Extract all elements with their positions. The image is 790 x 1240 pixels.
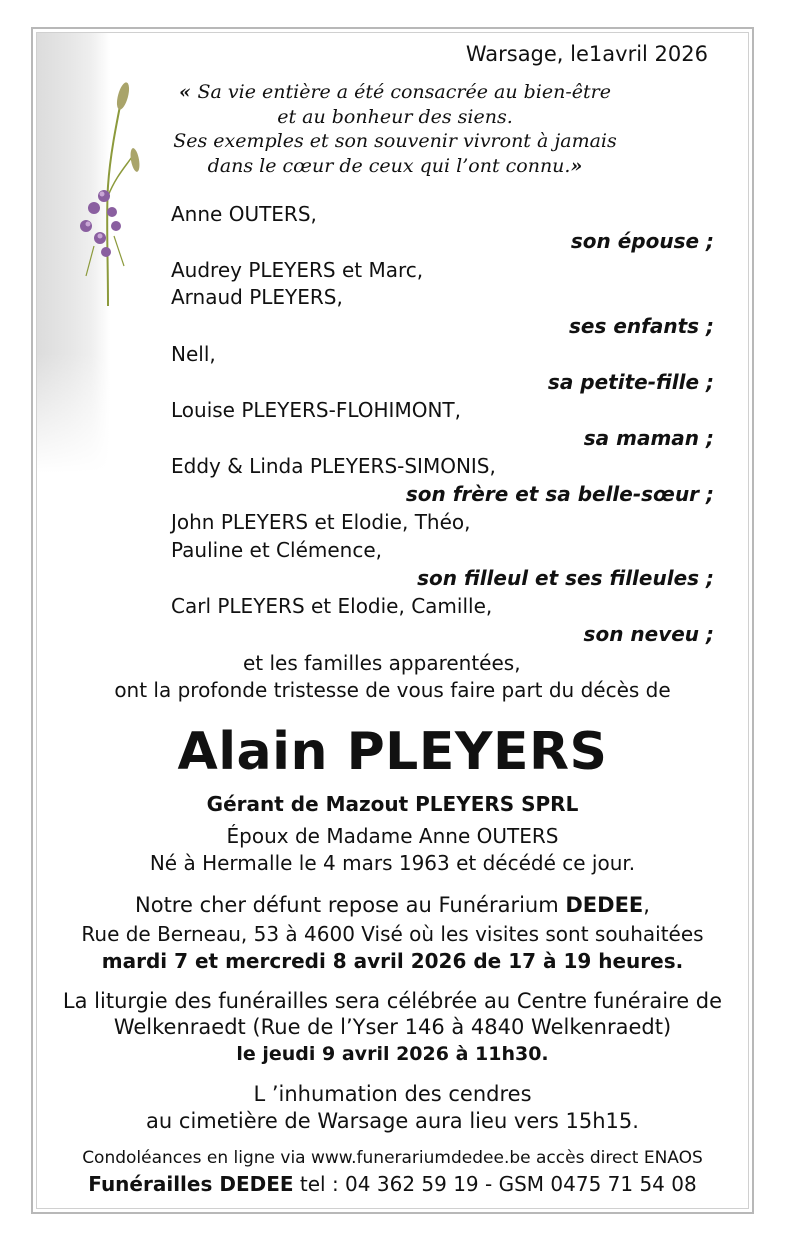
occupation: Gérant de Mazout PLEYERS SPRL	[206, 792, 579, 816]
family-name: Carl PLEYERS et Elodie, Camille,	[171, 594, 493, 618]
funerarium-name: DEDEE	[565, 893, 644, 917]
spouse-line: Époux de Madame Anne OUTERS	[226, 824, 559, 848]
families-line: et les familles apparentées,	[243, 651, 521, 675]
family-name: Nell,	[171, 342, 216, 366]
burial-line-1: L ’inhumation des cendres	[253, 1082, 532, 1106]
quote-line-2: et au bonheur des siens.	[277, 106, 513, 128]
date-line: Warsage, le1avril 2026	[465, 42, 708, 66]
footer-contact	[40, 1172, 745, 1196]
visitation-comma: ,	[643, 893, 650, 917]
quote-line-1	[150, 80, 640, 105]
visitation-line-2: Rue de Berneau, 53 à 4600 Visé où les visites sont souhaitées	[81, 922, 704, 946]
deceased-name: Alain PLEYERS	[177, 722, 608, 782]
family-relation: son frère et sa belle-sœur ;	[405, 482, 714, 506]
visitation-text: Notre cher défunt repose au Funérarium	[135, 893, 566, 917]
funeral-line-2: Welkenraedt (Rue de l’Yser 146 à 4840 Welkenraedt)	[113, 1015, 672, 1039]
family-relation: son filleul et ses filleules ;	[417, 566, 714, 590]
visitation-line-1	[40, 893, 745, 917]
quote-text: dans le cœur de ceux qui l’ont connu.	[207, 155, 571, 177]
quote-text: Sa vie entière a été consacrée au bien-être	[197, 81, 611, 103]
family-name: Audrey PLEYERS et Marc,	[171, 258, 424, 282]
condolences-line: Condoléances en ligne via www.funerariumdedee.be accès direct ENAOS	[82, 1148, 703, 1168]
family-relation: sa petite-fille ;	[547, 370, 714, 394]
family-name: Eddy & Linda PLEYERS-SIMONIS,	[171, 454, 496, 478]
family-relation: son épouse ;	[570, 229, 714, 253]
family-name: Arnaud PLEYERS,	[171, 285, 343, 309]
footer-phones: tel : 04 362 59 19 - GSM 0475 71 54 08	[293, 1172, 697, 1196]
family-relation: sa maman ;	[583, 426, 714, 450]
burial-line-2: au cimetière de Warsage aura lieu vers 15h15.	[146, 1109, 639, 1133]
funeral-line-1: La liturgie des funérailles sera célébrée au Centre funéraire de	[62, 989, 723, 1013]
family-name: Anne OUTERS,	[171, 202, 317, 226]
flower-illustration	[64, 76, 154, 316]
family-name: John PLEYERS et Elodie, Théo,	[171, 510, 471, 534]
quote-close-mark: »	[570, 155, 583, 177]
quote-open-mark: «	[179, 81, 198, 103]
visitation-dates: mardi 7 et mercredi 8 avril 2026 de 17 à 19 heures.	[101, 949, 684, 973]
birth-death-line: Né à Hermalle le 4 mars 1963 et décédé ce jour.	[149, 851, 636, 875]
announcement-line: ont la profonde tristesse de vous faire part du décès de	[114, 678, 671, 702]
family-name: Louise PLEYERS-FLOHIMONT,	[171, 398, 461, 422]
quote-line-4	[150, 154, 640, 179]
quote-line-3: Ses exemples et son souvenir vivront à jamais	[173, 130, 617, 152]
family-relation: son neveu ;	[583, 622, 714, 646]
family-relation: ses enfants ;	[569, 314, 714, 338]
footer-brand: Funérailles DEDEE	[88, 1172, 294, 1196]
funeral-date: le jeudi 9 avril 2026 à 11h30.	[236, 1043, 549, 1065]
family-name: Pauline et Clémence,	[171, 538, 382, 562]
